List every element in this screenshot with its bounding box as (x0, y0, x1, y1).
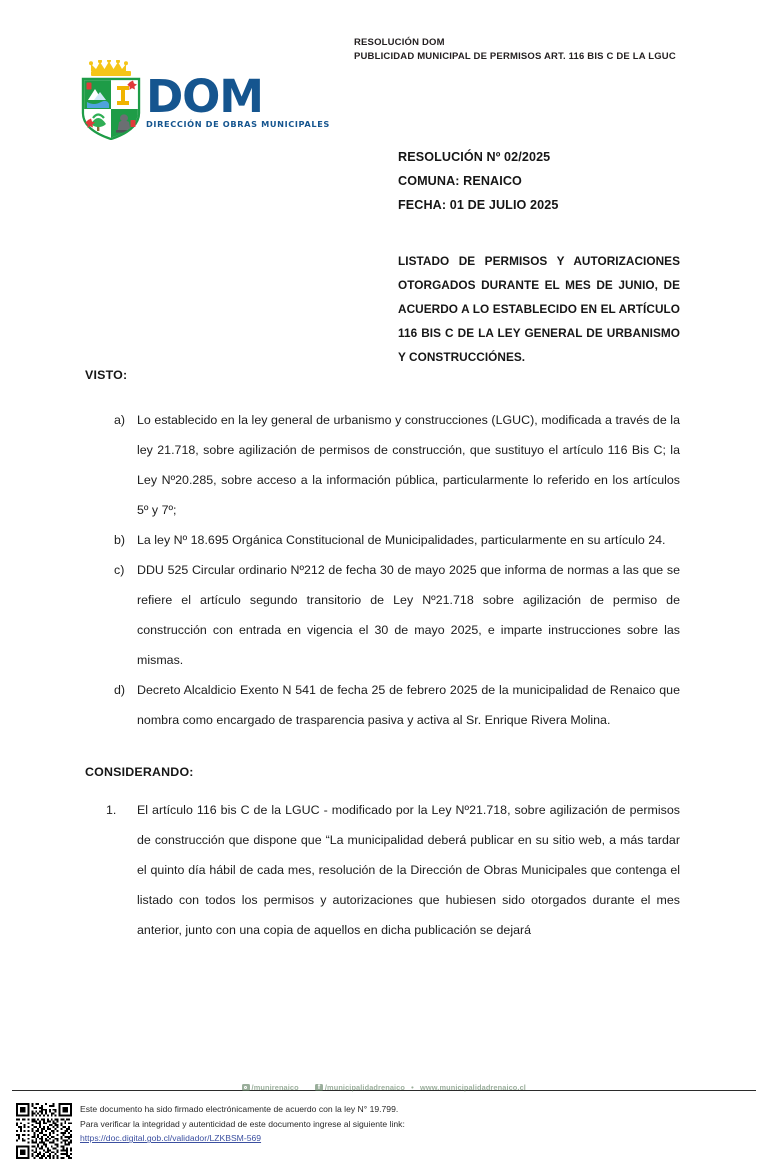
visto-list (0, 405, 768, 735)
list-item (106, 795, 680, 945)
validator-link[interactable]: https://doc.digital.gob.cl/validador/LZKBSM-569 (80, 1133, 262, 1144)
instagram-handle[interactable]: /munirenaico (251, 1083, 299, 1092)
document-header (0, 0, 768, 150)
list-item (114, 555, 680, 675)
footer-separator: • (411, 1083, 414, 1092)
document-footer (0, 1075, 768, 1175)
footer-legal-block (80, 1102, 405, 1146)
dom-logo (78, 60, 330, 142)
footer-legal-line-1: Este documento ha sido firmado electrónicamente de acuerdo con la ley N° 19.799. (80, 1104, 399, 1114)
qr-code-icon[interactable] (16, 1103, 72, 1159)
resolution-summary: LISTADO DE PERMISOS Y AUTORIZACIONES OTORGADOS DURANTE EL MES DE JUNIO, DE ACUERDO A LO ESTABLECIDO EN EL ARTÍCULO 116 BIS C DE LA LEY GENERAL DE URBANISMO Y CONSTRUCCIÓNES. (398, 253, 680, 364)
list-item-marker: c) (114, 563, 125, 577)
header-title-line-2: PUBLICIDAD MUNICIPAL DE PERMISOS ART. 116 BIS C DE LA LGUC (354, 50, 676, 62)
document-body (0, 368, 768, 945)
list-item (114, 405, 680, 525)
resolution-fecha: FECHA: 01 DE JULIO 2025 (398, 198, 559, 212)
resolution-number: RESOLUCIÓN Nº 02/2025 (398, 150, 551, 164)
visto-heading: VISTO: (85, 368, 128, 382)
facebook-icon[interactable] (315, 1084, 323, 1092)
list-item (114, 675, 680, 735)
dom-wordmark (146, 70, 330, 129)
resolution-comuna: COMUNA: RENAICO (398, 174, 522, 188)
list-item-marker: b) (114, 533, 126, 547)
list-item-text: DDU 525 Circular ordinario Nº212 de fecha 30 de mayo 2025 que informa de normas a las que se refiere el artículo segundo transitorio de Ley Nº21.718 sobre agilización de permiso de construcción con entrada en vigencia el 30 de mayo 2025, e imparte instrucciones sobre las mismas. (137, 563, 680, 667)
list-item-marker: 1. (106, 803, 117, 817)
list-item-marker: d) (114, 683, 126, 697)
resolution-meta-block (398, 145, 680, 217)
renaico-coat-of-arms-icon (78, 60, 144, 145)
instagram-icon[interactable] (242, 1084, 250, 1092)
footer-social-bar (0, 1083, 768, 1092)
facebook-handle[interactable]: /municipalidadrenaico (324, 1083, 406, 1092)
header-title-line-1: RESOLUCIÓN DOM (354, 37, 445, 48)
list-item-text: Lo establecido en la ley general de urbanismo y construcciones (LGUC), modificada a través de la ley 21.718, sobre agilización de permisos de construcción, que sustituyo el artículo 116 Bis C; la Ley Nº20.285, sobre acceso a la información pública, particularmente lo referido en los artículos 5º y 7º; (137, 413, 680, 517)
considerando-heading: CONSIDERANDO: (85, 765, 194, 779)
list-item (114, 525, 680, 555)
list-item-text: La ley Nº 18.695 Orgánica Constitucional de Municipalidades, particularmente en su artículo 24. (137, 533, 666, 547)
list-item-text: El artículo 116 bis C de la LGUC - modificado por la Ley Nº21.718, sobre agilización de permisos de construcción que dispone que “La municipalidad deberá publicar en su sitio web, a más tardar el quinto día hábil de cada mes, resolución de la Dirección de Obras Municipales que contenga el listado con todos los permisos y autorizaciones que hubiesen sido otorgados durante el mes anterior, junto con una copia de aquellos en dicha publicación se dejará (137, 803, 680, 937)
footer-website[interactable]: www.municipalidadrenaico.cl (420, 1083, 526, 1092)
dom-wordmark-subtitle: DIRECCIÓN DE OBRAS MUNICIPALES (146, 119, 330, 129)
considerando-list (0, 795, 768, 945)
list-item-marker: a) (114, 413, 126, 427)
list-item-text: Decreto Alcaldicio Exento N 541 de fecha 25 de febrero 2025 de la municipalidad de Renaico que nombra como encargado de trasparencia pasiva y activa al Sr. Enrique Rivera Molina. (137, 683, 680, 727)
footer-legal-line-2: Para verificar la integridad y autenticidad de este documento ingrese al siguiente link: (80, 1118, 405, 1129)
header-title-block (354, 36, 676, 63)
dom-wordmark-text: DOM (146, 70, 263, 123)
